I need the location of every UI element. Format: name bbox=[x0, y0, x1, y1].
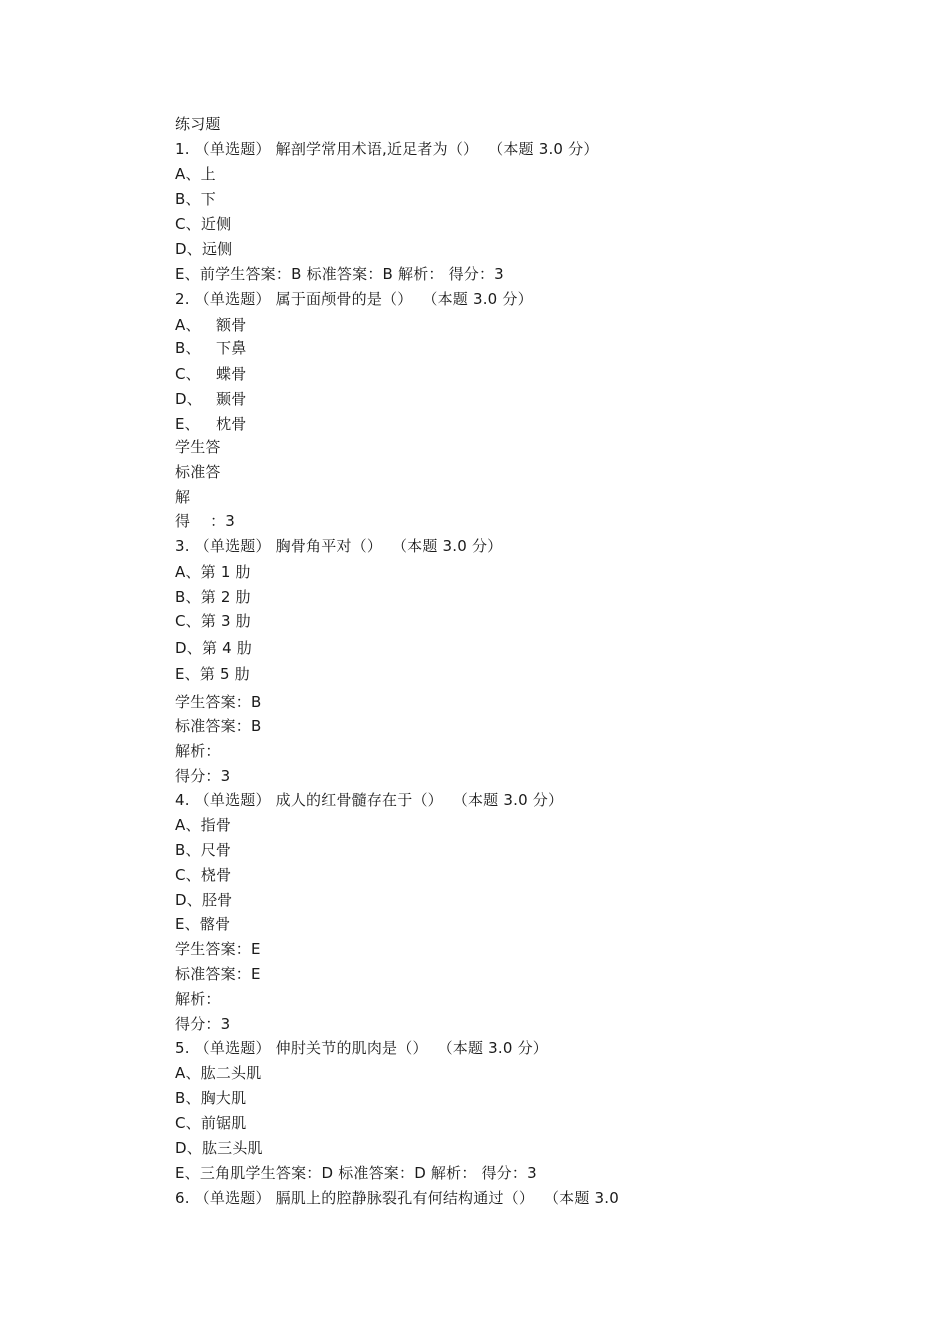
q3-option-b: B、第 2 肋 bbox=[175, 588, 251, 606]
question-6-stem: 6. （单选题） 膈肌上的腔静脉裂孔有何结构通过（） （本题 3.0 bbox=[175, 1189, 620, 1207]
question-5-stem: 5. （单选题） 伸肘关节的肌肉是（） （本题 3.0 分） bbox=[175, 1039, 548, 1057]
q2-standard-answer: 标准答 bbox=[175, 463, 221, 480]
q4-option-c: C、桡骨 bbox=[175, 866, 232, 884]
q5-option-b: B、胸大肌 bbox=[175, 1089, 247, 1107]
q4-option-d: D、胫骨 bbox=[175, 891, 233, 909]
q2-option-a-prefix: A、 bbox=[175, 316, 201, 334]
question-3-stem: 3. （单选题） 胸骨角平对（） （本题 3.0 分） bbox=[175, 537, 503, 555]
q2-option-a-text: 额骨 bbox=[216, 316, 247, 334]
q4-student-answer: 学生答案：E bbox=[175, 940, 261, 958]
q4-analysis: 解析： bbox=[175, 990, 221, 1008]
q1-option-a: A、上 bbox=[175, 165, 216, 183]
q5-option-a: A、肱二头肌 bbox=[175, 1064, 262, 1082]
q2-option-b-text: 下鼻 bbox=[216, 339, 247, 357]
question-4-stem: 4. （单选题） 成人的红骨髓存在于（） （本题 3.0 分） bbox=[175, 791, 564, 809]
q2-option-e bbox=[175, 414, 246, 434]
q2-analysis: 解 bbox=[175, 488, 191, 505]
q2-option-b-prefix: B、 bbox=[175, 339, 201, 357]
q3-option-e: E、第 5 肋 bbox=[175, 665, 250, 683]
q3-score: 得分：3 bbox=[175, 767, 231, 785]
q2-option-e-prefix: E、 bbox=[175, 415, 200, 433]
q4-standard-answer: 标准答案：E bbox=[175, 965, 261, 983]
q3-option-a: A、第 1 肋 bbox=[175, 563, 251, 581]
q2-option-e-text: 枕骨 bbox=[216, 415, 247, 433]
q4-option-b: B、尺骨 bbox=[175, 841, 232, 859]
q3-option-c: C、第 3 肋 bbox=[175, 612, 251, 630]
q1-option-e-answer: E、前学生答案：B 标准答案：B 解析： 得分：3 bbox=[175, 265, 504, 283]
q1-option-c: C、近侧 bbox=[175, 215, 232, 233]
q2-student-answer: 学生答 bbox=[175, 438, 221, 455]
q5-option-e-answer: E、三角肌学生答案：D 标准答案：D 解析： 得分：3 bbox=[175, 1164, 537, 1182]
q4-option-a: A、指骨 bbox=[175, 816, 232, 834]
q2-score: 得 ：3 bbox=[175, 512, 236, 530]
q2-option-d bbox=[175, 389, 246, 409]
doc-title: 练习题 bbox=[175, 115, 221, 133]
q2-option-b bbox=[175, 338, 246, 358]
q2-option-c bbox=[175, 364, 246, 384]
q4-score: 得分：3 bbox=[175, 1015, 231, 1033]
q3-analysis: 解析： bbox=[175, 742, 221, 760]
question-2-stem: 2. （单选题） 属于面颅骨的是（） （本题 3.0 分） bbox=[175, 290, 533, 308]
q1-option-b: B、下 bbox=[175, 190, 216, 208]
q4-option-e: E、髂骨 bbox=[175, 915, 231, 933]
q2-option-d-prefix: D、 bbox=[175, 390, 202, 408]
question-1-stem: 1. （单选题） 解剖学常用术语,近足者为（） （本题 3.0 分） bbox=[175, 140, 599, 158]
q5-option-d: D、肱三头肌 bbox=[175, 1139, 263, 1157]
q3-standard-answer: 标准答案：B bbox=[175, 717, 262, 735]
q2-option-c-prefix: C、 bbox=[175, 365, 201, 383]
q3-student-answer: 学生答案：B bbox=[175, 693, 262, 711]
q2-option-a bbox=[175, 315, 246, 335]
q2-option-d-text: 颞骨 bbox=[216, 390, 247, 408]
q2-option-c-text: 蝶骨 bbox=[216, 365, 247, 383]
q3-option-d: D、第 4 肋 bbox=[175, 639, 253, 657]
q5-option-c: C、前锯肌 bbox=[175, 1114, 247, 1132]
q1-option-d: D、远侧 bbox=[175, 240, 233, 258]
